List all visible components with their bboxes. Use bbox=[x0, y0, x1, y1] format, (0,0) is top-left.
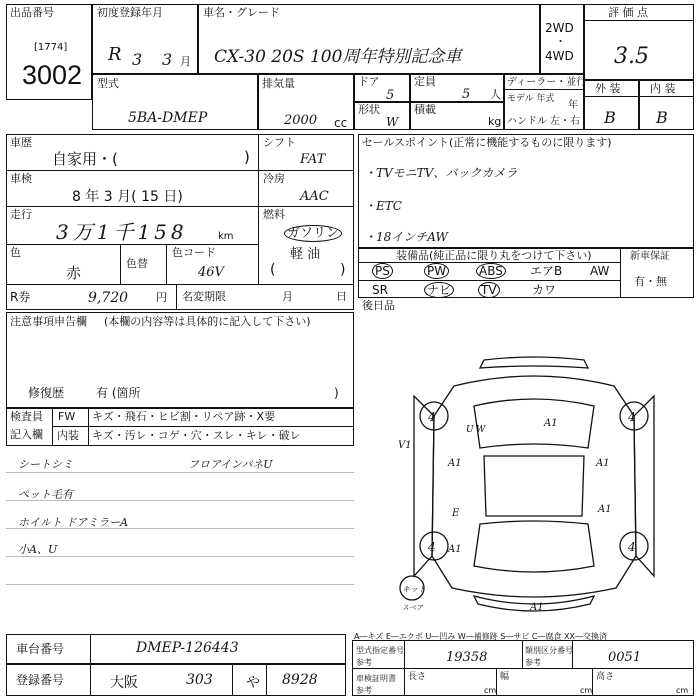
ac-label: 冷房 bbox=[263, 172, 285, 185]
length-label: 長さ bbox=[408, 672, 427, 682]
inspector-divider bbox=[52, 408, 53, 446]
interior-insp-items: キズ・汚レ・コゲ・穴・スレ・キレ・破レ bbox=[92, 429, 301, 442]
model-year-unit: 年 bbox=[568, 100, 578, 111]
hand-note-5: フロアインパネU bbox=[188, 458, 273, 471]
note-rule-3 bbox=[6, 528, 354, 529]
name-change-month: 月 bbox=[282, 290, 293, 303]
lot-number: 3002 bbox=[22, 60, 83, 90]
recycle-divider bbox=[176, 284, 177, 310]
lot-label: 出品番号 bbox=[10, 6, 54, 19]
eq-pw-circled: PW bbox=[424, 263, 449, 279]
inspector-row-line bbox=[52, 426, 354, 427]
color-value: 赤 bbox=[66, 264, 82, 282]
cert-label: 車検証明書 参考 bbox=[356, 674, 396, 695]
diag-mark-a1-front: A1 bbox=[544, 418, 558, 429]
model-year-label: モデル 年式 bbox=[507, 94, 555, 104]
equipment-row-line bbox=[358, 280, 620, 281]
eq-navi bbox=[424, 284, 454, 296]
color-divider-2 bbox=[166, 244, 167, 284]
mileage-label: 走行 bbox=[10, 208, 32, 221]
history-label: 車歴 bbox=[10, 136, 32, 149]
fw-label: FW bbox=[58, 410, 76, 423]
type-label: 型式 bbox=[97, 77, 119, 90]
diag-mark-u: U bbox=[466, 425, 474, 435]
diag-mark-spare: スペア bbox=[402, 604, 423, 612]
fuel-bracket-left: ( bbox=[270, 262, 276, 278]
history-value: 自家用・( bbox=[52, 150, 118, 168]
inspector-label-2: 記入欄 bbox=[10, 428, 43, 441]
doors-value: 5 bbox=[386, 88, 395, 103]
diag-mark-wheel-rl: 4 bbox=[428, 540, 436, 554]
first-reg-era: R bbox=[108, 44, 122, 65]
first-reg-month: 3 bbox=[162, 50, 173, 69]
model-label: 車名・グレード bbox=[203, 6, 280, 19]
eq-tv bbox=[478, 284, 500, 296]
diag-mark-v1: V1 bbox=[398, 440, 412, 451]
dim-value-2: 0051 bbox=[608, 650, 642, 665]
spec-divider-1 bbox=[404, 640, 405, 696]
score-divider bbox=[584, 20, 694, 21]
registration-number: 8928 bbox=[282, 672, 318, 688]
registration-class: 303 bbox=[186, 672, 213, 688]
diag-mark-a1-left: A1 bbox=[448, 458, 462, 469]
diag-mark-a1-rear: A1 bbox=[530, 602, 544, 613]
interior-label: 内 装 bbox=[650, 82, 676, 95]
mileage-value: 3万1千158 bbox=[56, 220, 188, 244]
dim-label-1: 型式指定番号 参考 bbox=[356, 646, 404, 667]
drive-2wd: 2WD bbox=[545, 21, 574, 35]
diag-mark-w: W bbox=[476, 425, 486, 435]
capacity-unit: 人 bbox=[490, 88, 501, 101]
eq-aw: AW bbox=[590, 264, 610, 278]
diag-mark-a1-right: A1 bbox=[596, 458, 610, 469]
reg-divider-2 bbox=[266, 664, 267, 696]
equipment-warranty-divider bbox=[620, 248, 621, 298]
length-unit: cm bbox=[484, 686, 497, 695]
lot-sub: [1774] bbox=[34, 42, 68, 53]
interior-grade: B bbox=[656, 108, 668, 127]
displacement-unit: cc bbox=[334, 116, 348, 130]
score-label: 評 価 点 bbox=[608, 6, 648, 19]
hand-note-3: ホイルト ドアミラーA bbox=[18, 516, 129, 529]
diag-mark-e: E bbox=[452, 508, 460, 519]
eq-abs bbox=[476, 265, 506, 277]
inspector-sub-divider bbox=[88, 408, 89, 446]
notes-instruction: (本欄の内容等は具体的に記入して下さい) bbox=[104, 315, 311, 328]
info-line-1 bbox=[6, 170, 354, 171]
type-value: 5BA-DMEP bbox=[128, 110, 208, 126]
diag-mark-kit: キット bbox=[402, 585, 426, 594]
hand-note-1: シートシミ bbox=[18, 458, 73, 471]
fw-items: キズ・飛石・ヒビ割・リペア跡・X要 bbox=[92, 410, 276, 423]
info-line-4 bbox=[6, 284, 354, 285]
note-rule-2 bbox=[6, 500, 354, 501]
height-unit: cm bbox=[676, 686, 689, 695]
interior-insp-label: 内装 bbox=[57, 429, 79, 442]
eq-tv-circled: TV bbox=[478, 282, 500, 298]
note-rule-5 bbox=[6, 584, 354, 585]
name-change-day: 日 bbox=[336, 290, 347, 303]
diag-mark-wheel-fr: 4 bbox=[628, 410, 636, 424]
eq-leather: カワ bbox=[532, 283, 557, 297]
first-reg-year: 3 bbox=[132, 50, 143, 69]
info-vertical-divider bbox=[258, 134, 259, 284]
fuel-gas-circled: ガソリン bbox=[284, 225, 342, 242]
chassis-label: 車台番号 bbox=[16, 642, 65, 656]
diag-mark-a1-rside: A1 bbox=[598, 504, 612, 515]
hand-note-4: 小A、U bbox=[18, 543, 58, 556]
dim-label-2: 類別区分番号 参考 bbox=[525, 646, 573, 667]
later-label: 後日品 bbox=[362, 299, 395, 312]
equipment-title: 装備品(純正品に限り丸をつけて下さい) bbox=[396, 249, 592, 262]
eq-navi-circled: ナビ bbox=[424, 282, 454, 298]
first-reg-label: 初度登録年月 bbox=[97, 6, 163, 19]
repair-close: ) bbox=[334, 386, 339, 400]
fuel-gas bbox=[284, 222, 342, 241]
load-unit: kg bbox=[488, 115, 502, 128]
color-label: 色 bbox=[10, 246, 21, 259]
doors-label: ドア bbox=[358, 75, 380, 88]
color-code-value: 46V bbox=[198, 265, 224, 280]
diag-mark-wheel-fl: 4 bbox=[428, 410, 436, 424]
recycle-unit: 円 bbox=[156, 291, 167, 304]
displacement-label: 排気量 bbox=[262, 77, 295, 90]
eq-pw bbox=[424, 265, 449, 277]
selling-points-title: セールスポイント(正常に機能するものに限ります) bbox=[362, 136, 612, 149]
recycle-value: 9,720 bbox=[88, 290, 129, 306]
note-rule-1 bbox=[6, 472, 354, 473]
ac-value: AAC bbox=[300, 189, 329, 204]
selling-point-1: ・TVモニTV、バックカメラ bbox=[364, 166, 518, 180]
diag-mark-wheel-rr: 4 bbox=[628, 540, 636, 554]
inspection-value: 8 年 3 月( 15 日) bbox=[72, 189, 183, 205]
drive-dot: ・ bbox=[555, 35, 566, 48]
reg-divider-1 bbox=[232, 664, 233, 696]
note-rule-4 bbox=[6, 556, 354, 557]
selling-point-2: ・ETC bbox=[364, 199, 402, 213]
repair-value: 有 (箇所 bbox=[96, 386, 141, 400]
warranty-label: 新車保証 bbox=[630, 251, 670, 262]
eq-abs-circled: ABS bbox=[476, 263, 506, 279]
exterior-label: 外 装 bbox=[595, 82, 621, 95]
spec-divider-2 bbox=[522, 640, 523, 668]
chassis-value: DMEP-126443 bbox=[136, 640, 239, 656]
registration-area: 大阪 bbox=[110, 675, 138, 691]
hand-note-2: ペット毛有 bbox=[18, 488, 73, 501]
shift-value: FAT bbox=[300, 152, 326, 167]
shift-label: シフト bbox=[263, 136, 296, 149]
eq-sr: SR bbox=[372, 283, 388, 297]
first-reg-month-unit: 月 bbox=[180, 55, 191, 68]
diag-mark-a1-lside: A1 bbox=[448, 544, 462, 555]
color-code-label: 色コード bbox=[172, 246, 216, 259]
eq-ps bbox=[372, 265, 393, 277]
fuel-bracket-right: ) bbox=[340, 262, 346, 278]
inspector-label-1: 検査員 bbox=[10, 410, 43, 423]
recycle-label: R券 bbox=[10, 290, 31, 304]
exterior-grade: B bbox=[604, 108, 616, 127]
width-unit: cm bbox=[580, 686, 593, 695]
shape-label: 形状 bbox=[358, 103, 380, 116]
score-value: 3.5 bbox=[614, 44, 649, 69]
inspection-label: 車検 bbox=[10, 172, 32, 185]
fuel-label: 燃料 bbox=[263, 208, 285, 221]
spec-divider-5 bbox=[592, 668, 593, 696]
shape-value: W bbox=[386, 115, 399, 129]
dim-value-1: 19358 bbox=[446, 650, 488, 665]
color-change-label: 色替 bbox=[126, 257, 148, 270]
car-damage-diagram bbox=[384, 356, 684, 616]
grade-divider bbox=[584, 96, 694, 97]
capacity-label: 定員 bbox=[414, 75, 436, 88]
capacity-value: 5 bbox=[462, 87, 471, 102]
eq-ps-circled: PS bbox=[372, 263, 393, 279]
height-label: 高さ bbox=[596, 672, 615, 682]
notes-title: 注意事項申告欄 bbox=[10, 315, 87, 328]
dealer-label: ディーラー・並行 bbox=[507, 77, 587, 88]
selling-point-3: ・18インチAW bbox=[364, 230, 448, 244]
load-label: 積載 bbox=[414, 103, 436, 116]
registration-kana: や bbox=[246, 675, 260, 691]
displacement-value: 2000 bbox=[284, 113, 318, 128]
color-divider-1 bbox=[120, 244, 121, 284]
handle-label: ハンドル 左・右 bbox=[507, 116, 581, 127]
width-label: 幅 bbox=[500, 672, 510, 682]
warranty-value: 有・無 bbox=[634, 275, 667, 288]
diagram-legend: A―キズ E―エクボ U―凹み W―補修跡 S―サビ C―腐食 XX―交換済 bbox=[354, 632, 608, 641]
history-close: ) bbox=[244, 148, 250, 166]
mileage-unit: km bbox=[218, 231, 234, 242]
name-change-label: 名変期限 bbox=[182, 290, 226, 303]
registration-label: 登録番号 bbox=[16, 673, 65, 687]
eq-airbag: エアB bbox=[530, 264, 563, 278]
dealer-divider bbox=[504, 89, 584, 90]
drive-4wd: 4WD bbox=[545, 49, 574, 63]
model-value: CX-30 20S 100周年特別記念車 bbox=[214, 47, 462, 67]
spec-divider-4 bbox=[496, 668, 497, 696]
info-line-2 bbox=[6, 206, 354, 207]
fuel-diesel: 軽 油 bbox=[290, 247, 321, 262]
repair-label: 修復歴 bbox=[28, 386, 65, 400]
